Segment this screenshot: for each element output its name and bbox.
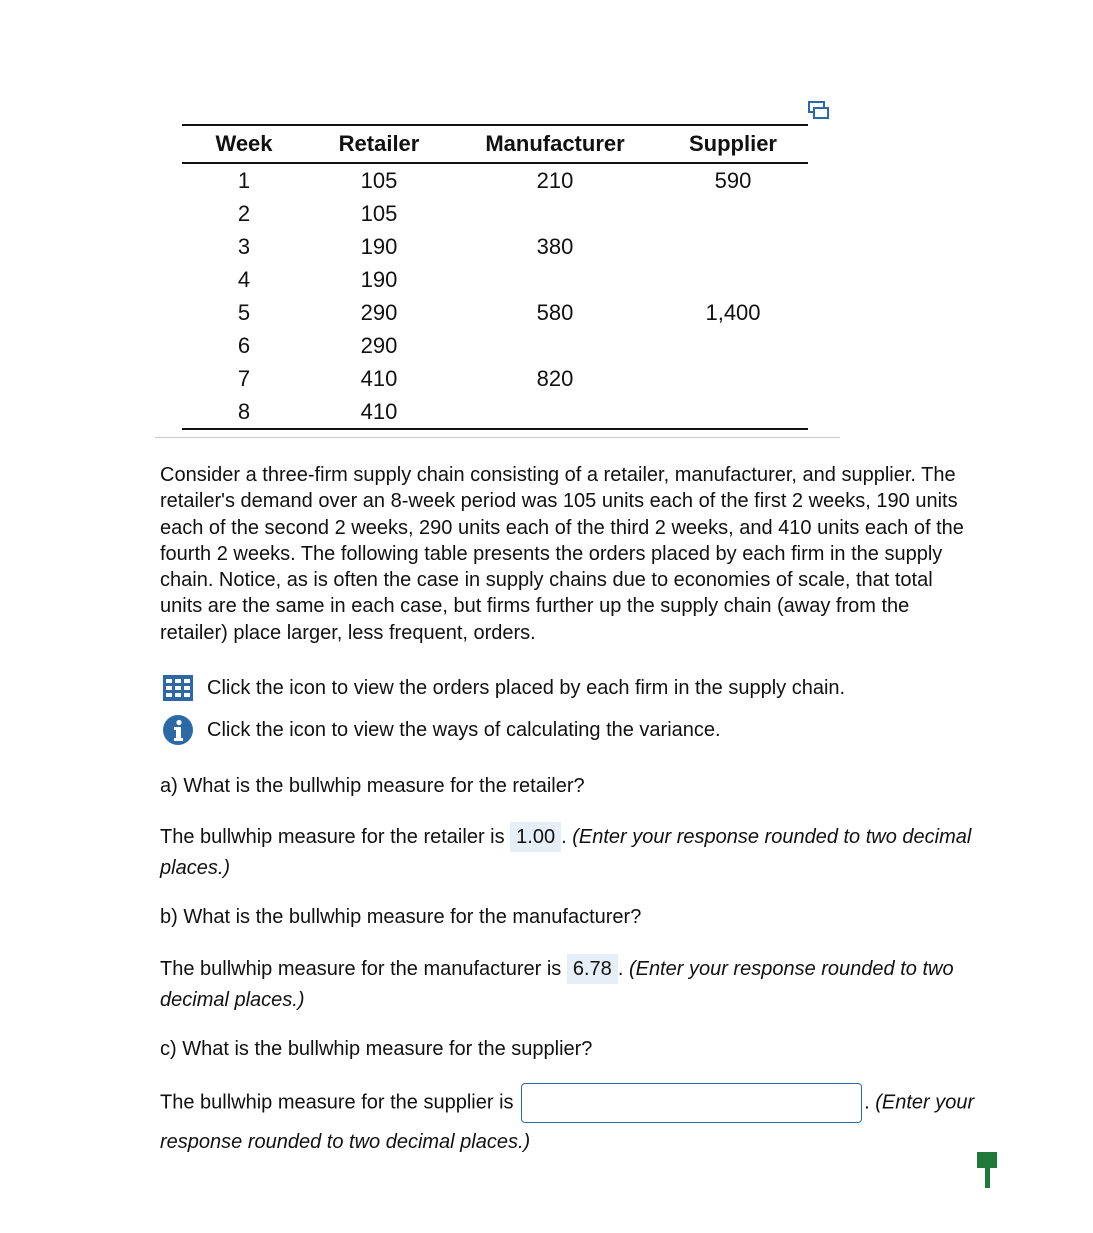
cell-supplier: 1,400 — [705, 299, 761, 325]
cell-retailer: 105 — [360, 167, 398, 193]
popout-icon[interactable] — [808, 100, 830, 120]
cell-week: 6 — [237, 332, 251, 358]
cell-week: 2 — [237, 200, 251, 226]
question-c: c) What is the bullwhip measure for the supplier? — [160, 1038, 593, 1060]
cell-manufacturer: 380 — [536, 233, 574, 259]
header-manufacturer: Manufacturer — [452, 125, 658, 163]
cell-manufacturer — [452, 395, 658, 429]
cell-manufacturer: 820 — [536, 365, 574, 391]
cell-retailer: 105 — [360, 200, 398, 226]
question-a: a) What is the bullwhip measure for the retailer? — [160, 775, 585, 797]
answer-b-row: The bullwhip measure for the manufacturer is 6.78 . (Enter your response rounded to two decimal places.) — [160, 954, 980, 1016]
cell-manufacturer: 210 — [536, 167, 574, 193]
table-row — [182, 230, 808, 263]
cell-week: 7 — [237, 365, 251, 391]
answer-a-instruction: (Enter your response rounded to two decimal places.) — [160, 826, 972, 879]
question-b: b) What is the bullwhip measure for the manufacturer? — [160, 906, 642, 928]
cell-supplier: 590 — [714, 167, 752, 193]
table-row — [182, 197, 808, 230]
cell-week: 3 — [237, 233, 251, 259]
cell-supplier — [658, 197, 808, 230]
cell-week: 4 — [237, 266, 251, 292]
cell-manufacturer — [452, 263, 658, 296]
cell-retailer: 290 — [360, 299, 398, 325]
cell-retailer: 410 — [360, 365, 398, 391]
orders-table — [182, 124, 808, 430]
table-link-text: Click the icon to view the orders placed by each firm in the supply chain. — [207, 676, 846, 699]
cell-week: 5 — [237, 299, 251, 325]
table-header-row — [182, 125, 808, 163]
info-link-text: Click the icon to view the ways of calculating the variance. — [207, 718, 721, 741]
answer-a-row: The bullwhip measure for the retailer is 1.00 . (Enter your response rounded to two decimal places.) — [160, 822, 980, 884]
cell-manufacturer: 580 — [536, 299, 574, 325]
flag-icon[interactable] — [977, 1152, 999, 1188]
cell-retailer: 190 — [360, 266, 398, 292]
answer-c-prefix: The bullwhip measure for the supplier is — [160, 1091, 514, 1114]
divider — [155, 437, 840, 438]
table-row — [182, 362, 808, 395]
cell-supplier — [658, 395, 808, 429]
cell-week: 8 — [237, 398, 251, 424]
answer-a-prefix: The bullwhip measure for the retailer is — [160, 826, 505, 848]
info-icon[interactable] — [162, 715, 194, 745]
intro-paragraph: Consider a three-firm supply chain consisting of a retailer, manufacturer, and supplier. The retailer's demand over an 8-week period was 105 units each of the first 2 weeks, 190 units each of the second 2 weeks, 290 units each of the third 2 weeks, and 410 units each of the fourth 2 weeks. The following table presents the orders placed by each firm in the supply chain. Notice, as is often the case in supply chains due to economies of scale, that total units are the same in each case, but firms further up the supply chain (away from the retailer) place larger, less frequent, orders. — [160, 464, 964, 644]
answer-b-instruction: (Enter your response rounded to two decimal places.) — [160, 958, 954, 1011]
cell-retailer: 410 — [360, 398, 398, 424]
supplier-answer-input[interactable] — [521, 1083, 862, 1123]
answer-b-value[interactable]: 6.78 — [567, 954, 618, 984]
header-week: Week — [182, 125, 306, 163]
answer-c-instruction: (Enter your response rounded to two decimal places.) — [160, 1091, 975, 1153]
header-supplier: Supplier — [658, 125, 808, 163]
table-row — [182, 163, 808, 197]
cell-week: 1 — [237, 167, 251, 193]
cell-manufacturer — [452, 197, 658, 230]
info-link-row — [162, 715, 721, 745]
cell-retailer: 290 — [360, 332, 398, 358]
cell-supplier — [658, 263, 808, 296]
cell-supplier — [658, 362, 808, 395]
header-retailer: Retailer — [306, 125, 452, 163]
answer-b-prefix: The bullwhip measure for the manufacturer is — [160, 958, 562, 980]
cell-manufacturer — [452, 329, 658, 362]
answer-c-row: The bullwhip measure for the supplier is . (Enter your response rounded to two decimal places.) — [160, 1083, 980, 1161]
cell-supplier — [658, 230, 808, 263]
cell-retailer: 190 — [360, 233, 398, 259]
table-link-row — [162, 673, 845, 703]
cell-supplier — [658, 329, 808, 362]
table-grid-icon[interactable] — [162, 673, 194, 703]
table-row — [182, 329, 808, 362]
table-row — [182, 395, 808, 429]
table-row — [182, 296, 808, 329]
table-row — [182, 263, 808, 296]
answer-a-value[interactable]: 1.00 — [510, 822, 561, 852]
